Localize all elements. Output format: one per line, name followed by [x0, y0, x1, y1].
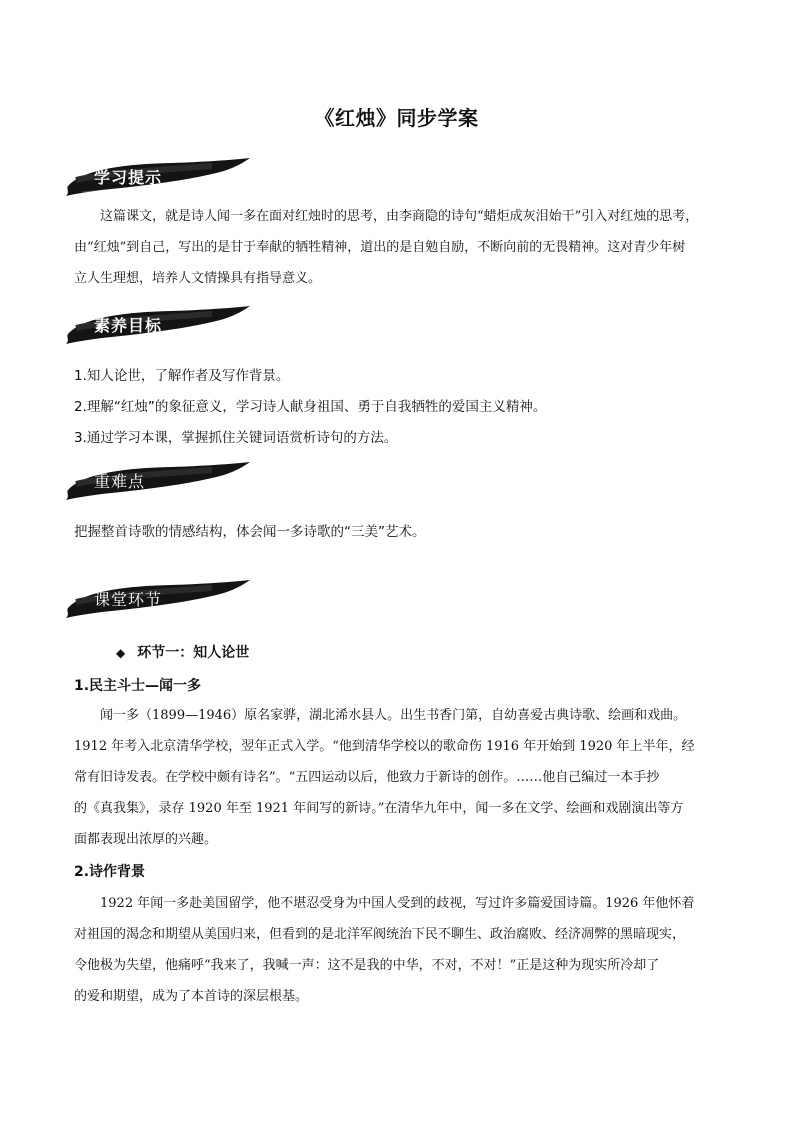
goal-item: 3.通过学习本课，掌握抓住关键词语赏析诗句的方法。 [74, 430, 398, 446]
author-line: 闻一多（1899—1946）原名家骅，湖北浠水县人。出生书香门第，自幼喜爱古典诗歌、绘画和戏曲。 [100, 708, 687, 723]
section-banner-tips [62, 156, 252, 198]
background-paragraph [74, 888, 724, 1012]
tips-line: 由“红烛”到自己，写出的是甘于奉献的牺牲精神，道出的是自勉自励，不断向前的无畏精神。这对青少年树 [74, 240, 686, 255]
author-line: 的《真我集》，录存 1920 年至 1921 年间写的新诗。”在清华九年中，闻一多在文学、绘画和戏剧演出等方 [74, 801, 684, 816]
tips-line: 这篇课文，就是诗人闻一多在面对红烛时的思考，由李商隐的诗句“蜡炬成灰泪始干”引入对红烛的思考， [100, 209, 699, 224]
sub-heading-author: 1.民主斗士—闻一多 [74, 678, 202, 694]
author-line: 1912 年考入北京清华学校，翌年正式入学。“他到清华学校以的歌命伤 1916 年开始到 1920 年上半年，经 [74, 739, 695, 754]
key-points-text: 把握整首诗歌的情感结构，体会闻一多诗歌的“三美”艺术。 [74, 524, 426, 540]
author-paragraph [74, 700, 724, 855]
link-one-heading [116, 642, 249, 662]
sub-heading-background: 2.诗作背景 [74, 864, 146, 880]
goal-item: 1.知人论世，了解作者及写作背景。 [74, 368, 290, 384]
section-heading-classroom: 课堂环节 [94, 590, 163, 609]
brush-stroke-icon [62, 460, 252, 502]
page-title: 《红烛》同步学案 [314, 106, 479, 130]
section-heading-key-points: 重难点 [94, 472, 146, 491]
background-line: 的爱和期望，成为了本首诗的深层根基。 [74, 989, 309, 1004]
tips-paragraph [74, 201, 724, 294]
diamond-bullet-icon: ◆ [116, 646, 126, 660]
section-banner-classroom [62, 578, 252, 620]
section-banner-key-points [62, 460, 252, 502]
background-line: 1922 年闻一多赴美国留学，他不堪忍受身为中国人受到的歧视，写过许多篇爱国诗篇。1926 年他怀着 [100, 896, 695, 911]
background-line: 令他极为失望，他痛呼“我来了，我喊一声：这不是我的中华，不对，不对！”正是这种为现实所冷却了 [74, 958, 660, 973]
tips-line: 立人生理想，培养人文情操具有指导意义。 [74, 271, 322, 286]
author-line: 常有旧诗发表。在学校中颇有诗名”。“五四运动以后，他致力于新诗的创作。……他自己编过一本手抄 [74, 770, 660, 785]
section-heading-tips: 学习提示 [94, 168, 163, 187]
author-line: 面都表现出浓厚的兴趣。 [74, 832, 218, 847]
background-line: 对祖国的渴念和期望从美国归来，但看到的是北洋军阀统治下民不聊生、政治腐败、经济凋弊的黑暗现实， [74, 927, 686, 942]
goal-item: 2.理解“红烛”的象征意义，学习诗人献身祖国、勇于自我牺牲的爱国主义精神。 [74, 399, 547, 415]
section-heading-goals: 素养目标 [94, 316, 163, 335]
link-one-title: 环节一：知人论世 [137, 645, 250, 661]
section-banner-goals [62, 304, 252, 346]
